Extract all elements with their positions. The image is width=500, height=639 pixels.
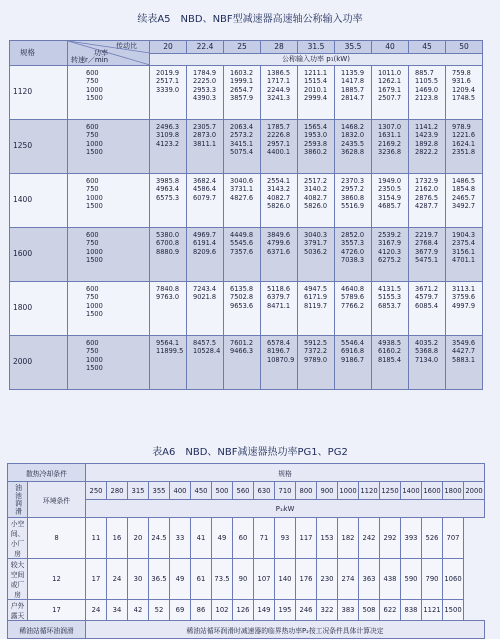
value-cell: 9564.1 11899.5 <box>150 336 187 390</box>
size-header-cell: 400 <box>170 482 191 500</box>
value-cell: 60 <box>233 518 254 559</box>
value-cell: 140 <box>275 559 296 600</box>
value-cell: 195 <box>275 600 296 621</box>
value-cell: 73.5 <box>212 559 233 600</box>
value-cell: 246 <box>296 600 317 621</box>
circulation-label: 稀油站循环油润滑 <box>8 621 86 639</box>
value-cell: 1060 <box>443 559 464 600</box>
ratio-cell: 25 <box>224 41 261 54</box>
value-cell: 5118.6 6379.7 8471.1 <box>261 282 298 336</box>
value-cell: 93 <box>275 518 296 559</box>
spec-header: 规格 <box>86 464 485 482</box>
value-cell: 126 <box>233 600 254 621</box>
size-header-cell: 500 <box>212 482 233 500</box>
size-header-cell: 1800 <box>443 482 464 500</box>
value-cell: 30 <box>128 559 149 600</box>
value-cell: 526 <box>422 518 443 559</box>
value-cell: 885.7 1105.5 1469.0 2123.8 <box>409 66 446 120</box>
value-cell: 978.9 1221.6 1624.1 2351.8 <box>446 120 483 174</box>
table-a6-body <box>8 518 485 621</box>
value-cell: 49 <box>212 518 233 559</box>
value-cell: 2554.1 3143.2 4082.7 5826.0 <box>261 174 298 228</box>
value-cell: 3849.6 4799.6 6371.6 <box>261 228 298 282</box>
table-row <box>10 120 483 174</box>
ratio-cell: 45 <box>409 41 446 54</box>
size-header-cell: 800 <box>296 482 317 500</box>
table-a5-caption: 续表A5 NBD、NBF型减速器高速轴公称输入功率 <box>137 14 363 25</box>
value-cell: 2496.3 3109.8 4123.2 <box>150 120 187 174</box>
value-cell: 1486.5 1854.8 2465.7 3492.7 <box>446 174 483 228</box>
speed-cell: 600 750 1000 1500 <box>68 228 150 282</box>
value-cell: 3113.1 3759.6 4997.9 <box>446 282 483 336</box>
value-cell: 2019.9 2517.1 3339.0 <box>150 66 187 120</box>
value-cell: 393 <box>401 518 422 559</box>
environment-cell: 较大空间或厂房 <box>8 559 28 600</box>
spec-header: 规格 <box>10 41 68 66</box>
table-a6 <box>7 463 485 639</box>
value-cell: 790 <box>422 559 443 600</box>
value-cell: 230 <box>317 559 338 600</box>
speed-cell: 600 750 1000 1500 <box>68 174 150 228</box>
value-cell: 274 <box>338 559 359 600</box>
size-header-cell: 1600 <box>422 482 443 500</box>
value-cell: 17 <box>28 600 86 621</box>
oil-lubrication-label: 油池润滑 <box>8 482 28 518</box>
value-cell: 12 <box>28 559 86 600</box>
value-cell: 7243.4 9021.8 <box>187 282 224 336</box>
table-row <box>10 228 483 282</box>
environment-header: 环境条件 <box>28 482 86 518</box>
ratio-cell: 22.4 <box>187 41 224 54</box>
ratio-cell: 35.5 <box>335 41 372 54</box>
value-cell: 61 <box>191 559 212 600</box>
table-a5-body <box>10 66 483 390</box>
value-cell: 4449.8 5545.6 7357.6 <box>224 228 261 282</box>
size-header-cell: 1400 <box>401 482 422 500</box>
value-cell: 1500 <box>443 600 464 621</box>
power-header: 功率 <box>94 49 108 57</box>
speed-cell: 600 750 1000 1500 <box>68 336 150 390</box>
diagonal-header-cell <box>68 41 150 66</box>
size-cell: 1250 <box>10 120 68 174</box>
value-cell: 41 <box>191 518 212 559</box>
value-cell: 1121 <box>422 600 443 621</box>
value-cell: 1565.4 1953.0 2593.8 3860.2 <box>298 120 335 174</box>
value-cell: 4131.5 5155.3 6853.7 <box>372 282 409 336</box>
value-cell: 3671.2 4579.7 6085.4 <box>409 282 446 336</box>
value-cell: 24.5 <box>149 518 170 559</box>
value-cell: 1135.9 1417.8 1885.7 2814.7 <box>335 66 372 120</box>
value-cell: 3682.4 4586.4 6079.7 <box>187 174 224 228</box>
value-cell: 4035.2 5368.8 7134.0 <box>409 336 446 390</box>
ratio-cell: 50 <box>446 41 483 54</box>
size-header-cell: 315 <box>128 482 149 500</box>
table-row <box>8 559 485 600</box>
value-cell: 383 <box>338 600 359 621</box>
value-cell: 1785.7 2226.8 2957.1 4400.1 <box>261 120 298 174</box>
value-cell: 86 <box>191 600 212 621</box>
value-cell: 176 <box>296 559 317 600</box>
value-cell: 6578.4 8196.7 10870.9 <box>261 336 298 390</box>
value-cell: 33 <box>170 518 191 559</box>
speed-unit-header: 转速r／min <box>71 56 109 64</box>
table-row <box>10 336 483 390</box>
value-cell: 1784.9 2225.0 2953.3 4390.3 <box>187 66 224 120</box>
value-cell: 4938.5 6160.2 8185.4 <box>372 336 409 390</box>
value-cell: 590 <box>401 559 422 600</box>
value-cell: 24 <box>107 559 128 600</box>
value-cell: 622 <box>380 600 401 621</box>
value-cell: 5912.5 7372.2 9789.0 <box>298 336 335 390</box>
value-cell: 5380.0 6700.8 8880.9 <box>150 228 187 282</box>
value-cell: 1468.2 1832.0 2435.5 3628.8 <box>335 120 372 174</box>
speed-cell: 600 750 1000 1500 <box>68 120 150 174</box>
value-cell: 438 <box>380 559 401 600</box>
value-cell: 36.5 <box>149 559 170 600</box>
table-row <box>10 282 483 336</box>
value-cell: 2305.7 2873.0 3811.1 <box>187 120 224 174</box>
value-cell: 16 <box>107 518 128 559</box>
value-cell: 292 <box>380 518 401 559</box>
ratio-cell: 28 <box>261 41 298 54</box>
value-cell: 149 <box>254 600 275 621</box>
value-cell: 4969.7 6191.4 8209.6 <box>187 228 224 282</box>
value-cell: 20 <box>128 518 149 559</box>
value-cell: 7840.8 9763.0 <box>150 282 187 336</box>
size-cell: 1400 <box>10 174 68 228</box>
value-cell: 52 <box>149 600 170 621</box>
value-cell: 1211.1 1515.4 2010.1 2999.4 <box>298 66 335 120</box>
value-cell: 8 <box>28 518 86 559</box>
value-cell: 363 <box>359 559 380 600</box>
value-cell: 1011.0 1262.1 1679.1 2507.7 <box>372 66 409 120</box>
table-row <box>10 174 483 228</box>
size-cell: 2000 <box>10 336 68 390</box>
value-cell: 3549.6 4427.7 5883.1 <box>446 336 483 390</box>
value-cell: 6135.8 7502.8 9653.6 <box>224 282 261 336</box>
value-cell: 1141.2 1423.9 1892.8 2822.2 <box>409 120 446 174</box>
value-cell: 2370.3 2957.2 3860.8 5516.9 <box>335 174 372 228</box>
speed-cell: 600 750 1000 1500 <box>68 66 150 120</box>
value-cell: 2539.2 3167.9 4120.3 6275.2 <box>372 228 409 282</box>
value-cell: 508 <box>359 600 380 621</box>
environment-cell: 户外露天 <box>8 600 28 621</box>
size-header-cell: 1000 <box>338 482 359 500</box>
value-cell: 1307.0 1631.1 2169.2 3236.8 <box>372 120 409 174</box>
ratio-cell: 40 <box>372 41 409 54</box>
size-header-cell: 900 <box>317 482 338 500</box>
pg-unit: P₁ₗkW <box>86 500 485 518</box>
value-cell: 3040.6 3731.1 4827.6 <box>224 174 261 228</box>
value-cell: 5546.4 6916.8 9186.7 <box>335 336 372 390</box>
value-cell: 34 <box>107 600 128 621</box>
value-cell: 102 <box>212 600 233 621</box>
value-cell: 3040.3 3791.7 5036.2 <box>298 228 335 282</box>
value-cell: 11 <box>86 518 107 559</box>
value-cell: 69 <box>170 600 191 621</box>
value-cell: 242 <box>359 518 380 559</box>
value-cell: 71 <box>254 518 275 559</box>
value-cell: 49 <box>170 559 191 600</box>
value-cell: 1603.2 1999.1 2654.7 3857.9 <box>224 66 261 120</box>
value-cell: 1386.5 1717.1 2244.9 3241.3 <box>261 66 298 120</box>
table-row <box>8 600 485 621</box>
power-unit-caption: 公称输入功率 p₁(kW) <box>150 54 483 66</box>
table-a5 <box>9 40 483 390</box>
ratio-cell: 31.5 <box>298 41 335 54</box>
value-cell: 2852.0 3557.3 4726.0 7038.3 <box>335 228 372 282</box>
value-cell: 117 <box>296 518 317 559</box>
table-row <box>10 66 483 120</box>
speed-cell: 600 750 1000 1500 <box>68 282 150 336</box>
size-cell: 1120 <box>10 66 68 120</box>
value-cell: 838 <box>401 600 422 621</box>
size-header-cell: 1250 <box>380 482 401 500</box>
value-cell: 322 <box>317 600 338 621</box>
value-cell: 2517.2 3140.2 4082.7 5826.0 <box>298 174 335 228</box>
size-header-cell: 280 <box>107 482 128 500</box>
value-cell: 2063.4 2573.2 3415.1 5075.4 <box>224 120 261 174</box>
value-cell: 1732.9 2162.0 2876.5 4287.7 <box>409 174 446 228</box>
value-cell: 153 <box>317 518 338 559</box>
ratio-cell: 20 <box>150 41 187 54</box>
value-cell: 17 <box>86 559 107 600</box>
value-cell: 1904.3 2375.4 3156.1 4701.1 <box>446 228 483 282</box>
value-cell: 24 <box>86 600 107 621</box>
value-cell: 42 <box>128 600 149 621</box>
value-cell: 7601.2 9466.3 <box>224 336 261 390</box>
circulation-text: 稀油站循环润滑时减速器的临界热功率P₂按工况条件具体计算决定 <box>86 621 485 639</box>
ratio-header: 传动比 <box>116 42 137 50</box>
value-cell: 759.8 931.6 1209.4 1748.5 <box>446 66 483 120</box>
size-header-cell: 2000 <box>464 482 485 500</box>
cooling-header: 散热冷却条件 <box>8 464 86 482</box>
value-cell: 2219.7 2768.4 3677.9 5475.1 <box>409 228 446 282</box>
value-cell: 707 <box>443 518 464 559</box>
size-header-cell: 450 <box>191 482 212 500</box>
size-header-cell: 250 <box>86 482 107 500</box>
size-cell: 1800 <box>10 282 68 336</box>
value-cell: 3985.8 4963.4 6575.3 <box>150 174 187 228</box>
size-header-cell: 355 <box>149 482 170 500</box>
size-header-cell: 560 <box>233 482 254 500</box>
value-cell: 1949.0 2350.5 3154.9 4685.7 <box>372 174 409 228</box>
value-cell: 4947.5 6171.9 8119.7 <box>298 282 335 336</box>
value-cell: 90 <box>233 559 254 600</box>
environment-cell: 小空间、小厂房 <box>8 518 28 559</box>
value-cell: 182 <box>338 518 359 559</box>
table-row <box>8 518 485 559</box>
size-header-cell: 710 <box>275 482 296 500</box>
table-a6-caption: 表A6 NBD、NBF减速器热功率PG1、PG2 <box>152 447 348 458</box>
size-header-cell: 630 <box>254 482 275 500</box>
value-cell: 4640.8 5789.6 7766.2 <box>335 282 372 336</box>
value-cell: 107 <box>254 559 275 600</box>
size-cell: 1600 <box>10 228 68 282</box>
size-header-cell: 1120 <box>359 482 380 500</box>
value-cell: 8457.5 10528.4 <box>187 336 224 390</box>
